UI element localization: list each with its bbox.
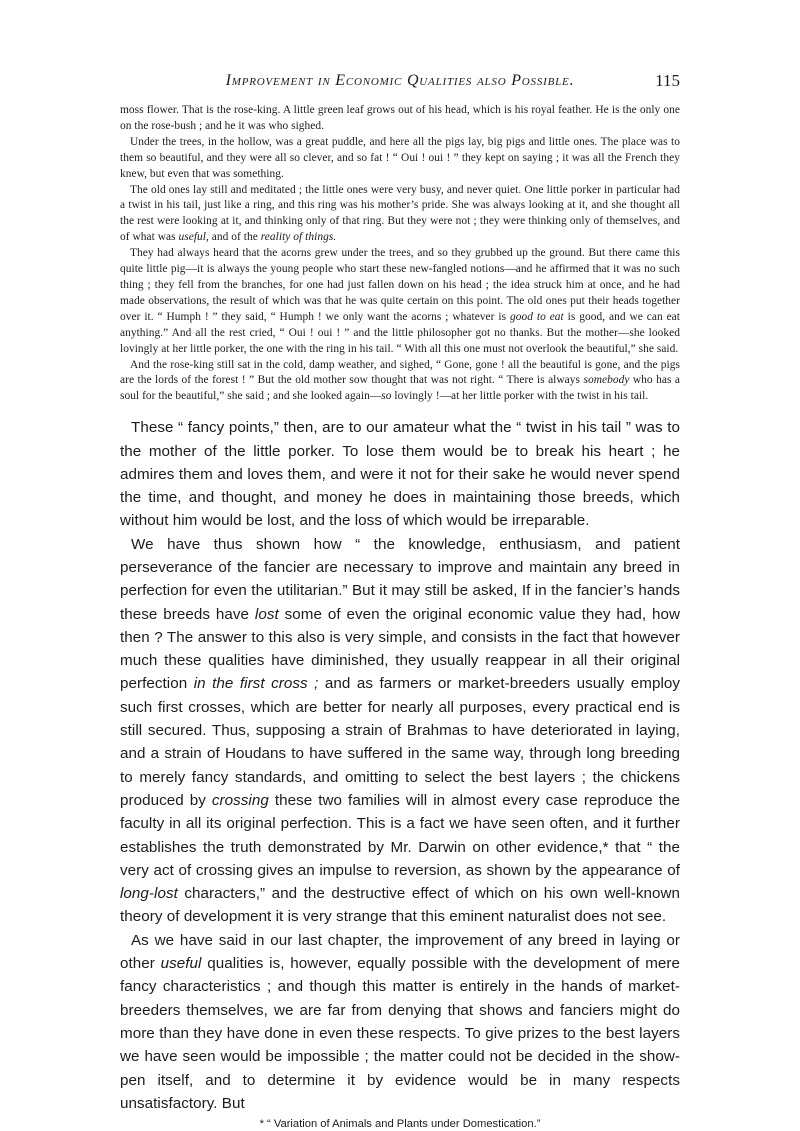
emphasis: long-lost <box>120 885 178 903</box>
quoted-paragraph: Under the trees, in the hollow, was a great puddle, and here all the pigs lay, big pigs and little ones. The place was to them so beautiful, and they were all so clever, and so fat ! “ Oui ! oui ! ” they kept on saying ; it was all the French they knew, but even that was something. <box>120 135 680 180</box>
body-paragraph: These “ fancy points,” then, are to our amateur what the “ twist in his tail ” was to the mother of the little porker. To lose them would be to break his heart ; he admires them and loves them, and were it not for their sake he would never spend the time, and thought, and money he does in maintaining those breeds, which without him would be lost, and the loss of which would be irreparable. <box>120 419 680 530</box>
quoted-paragraph: They had always heard that the acorns grew under the trees, and so they grubbed up the ground. But there came this quite little pig—it is always the young people who start these new-fangled notions—and he affirmed that it was no such thing ; they fell from the branches, for one had just fallen down on his head ; the idea struck him at once, and he had made observations, the result of which was that he was quite certain on this point. The old ones put their heads together over it. “ Humph ! ” they said, “ Humph ! we only want the acorns ; whatever is good to eat is good, and we can eat anything.” And all the rest cried, “ Oui ! oui ! ” and the little philosopher got no thanks. But the mother—she looked lovingly at her little porker, the one with the ring in his tail. “ With all this one must not overlook the beautiful,” she said. <box>120 247 681 355</box>
emphasis: so <box>381 390 392 403</box>
page-header <box>120 72 680 96</box>
page-number: 115 <box>655 71 680 90</box>
emphasis: reality of things. <box>260 231 337 244</box>
quoted-paragraph: The old ones lay still and meditated ; the little ones were very busy, and never quiet. One little porker in particular had a twist in his tail, just like a ring, and this ring was his mother’s pride. She was always looking at it, and she thought all the rest were looking at it, and thinking only of that ring. But they were not ; they were thinking only of themselves, and of what was useful, and of the reality of things. <box>120 183 680 244</box>
footnote: * “ Variation of Animals and Plants under Domestication.” <box>259 1118 541 1131</box>
emphasis: lost <box>254 605 279 623</box>
emphasis: in the first cross ; <box>193 675 319 693</box>
body-paragraph: As we have said in our last chapter, the improvement of any breed in laying or other useful qualities is, however, equally possible with the development of mere fancy characteristics ; and though this matter is entirely in the hands of market-breeders themselves, we are far from denying that shows and fanciers might do more than they have done in even these respects. To give prizes to the best layers we have seen would be impossible ; the matter could not be decided in the show-pen itself, and to determine it by evidence would be in many respects unsatisfactory. But <box>120 931 680 1112</box>
quoted-paragraph: moss flower. That is the rose-king. A little green leaf grows out of his head, which is his royal feather. He is the only one on the rose-bush ; and he it was who sighed. <box>120 104 680 132</box>
emphasis: useful, <box>178 231 209 244</box>
quoted-paragraph: And the rose-king still sat in the cold, damp weather, and sighed, “ Gone, gone ! all the beautiful is gone, and the pigs are the lords of the forest ! ” But the old mother sow thought that was not right. “ There is always somebody who has a soul for the beautiful,” she said ; and she looked again—so lovingly !—at her little porker with the twist in his tail. <box>120 358 680 403</box>
main-text <box>120 416 680 1115</box>
quoted-passage <box>120 103 680 405</box>
body-paragraph: We have thus shown how “ the knowledge, enthusiasm, and patient perseverance of the fancier are necessary to improve and maintain any breed in perfection for even the utilitarian.” But it may still be asked, If in the fancier’s hands these breeds have lost some of even the original economic value they had, how then ? The answer to this also is very simple, and consists in the fact that however much these qualities have diminished, they usually reappear in all their original perfection in the first cross ; and as farmers or market-breeders usually employ such first crosses, which are better for nearly all purposes, every practical end is still secured. Thus, supposing a strain of Brahmas to have deteriorated in laying, and a strain of Houdans to have suffered in the same way, through long breeding to merely fancy standards, and omitting to select the best layers ; the chickens produced by crossing these two families will in almost every case reproduce the faculty in all its original perfection. This is a fact we have seen often, and it further establishes the truth demonstrated by Mr. Darwin on other evidence,* that “ the very act of crossing gives an impulse to reversion, as shown by the appearance of long-lost characters,” and the destructive effect of which on his own well-known theory of development it is very strange that this eminent naturalist does not see. <box>120 535 681 926</box>
emphasis: somebody <box>583 374 630 387</box>
running-title: Improvement in Economic Qualities also Possible. <box>225 72 575 89</box>
emphasis: crossing <box>211 791 269 809</box>
page-body <box>120 103 680 1130</box>
emphasis: useful <box>160 955 202 973</box>
emphasis: good to eat <box>509 310 564 323</box>
